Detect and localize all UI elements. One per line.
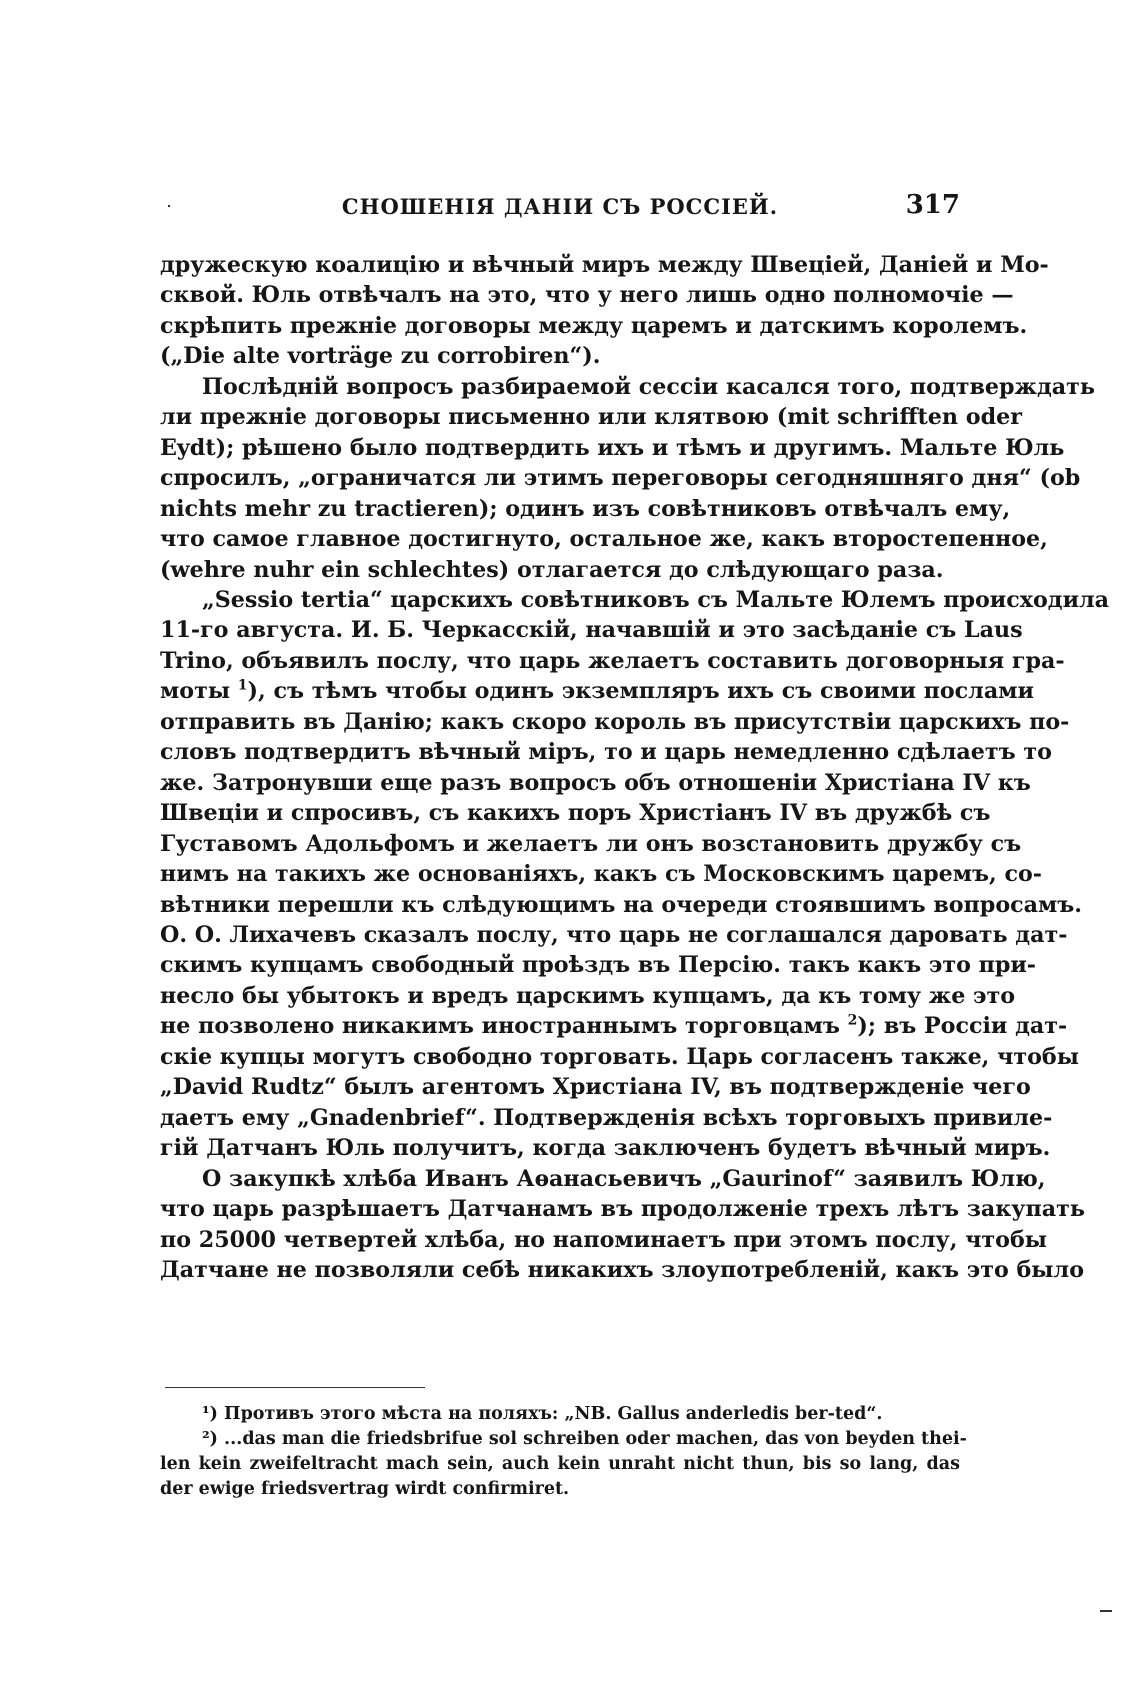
text-line: же. Затронувши еще разъ вопросъ объ отношеніи Христіана IV къ [160, 769, 1031, 796]
footnote-line [160, 1427, 967, 1452]
text-line: отправить въ Данію; какъ скоро король въ присутствіи царскихъ по- [160, 708, 1070, 735]
text-fragment: моты [160, 678, 231, 705]
footnote-1 [160, 1402, 960, 1427]
running-title: СНОШЕНІЯ ДАНІИ СЪ РОССІЕЙ. [341, 194, 779, 219]
text-line: по 25000 четвертей хлѣба, но напоминаетъ при этомъ послу, чтобы [160, 1226, 1048, 1253]
footnote-line: len kein zweifeltracht mach sein, auch kein unraht nicht thun, bis so lang, das [160, 1454, 960, 1474]
footnote-ref: 2 [847, 1012, 858, 1029]
text-line: дружескую коалицію и вѣчный миръ между Швеціей, Даніей и Мо- [160, 252, 1049, 278]
footnote-mark: ¹) [202, 1404, 218, 1424]
paragraph-3 [160, 585, 1110, 1164]
scan-speck [1100, 1610, 1112, 1612]
text-line: Датчане не позволяли себѣ никакихъ злоупотребленій, какъ это было [160, 1256, 1084, 1283]
main-text [160, 250, 1110, 1285]
page-header [160, 190, 960, 230]
text-line: несло бы убытокъ и вредъ царскимъ купцамъ, да къ тому же это [160, 982, 1016, 1009]
text-line: что самое главное достигнуто, остальное же, какъ второстепенное, [160, 526, 1048, 553]
paragraph-2 [160, 372, 1095, 585]
text-line: „David Rudtz“ былъ агентомъ Христіана IV, въ подтвержденіе чего [160, 1074, 1031, 1101]
text-line: („Die alte vorträge zu corrobiren“). [160, 343, 601, 370]
text-fragment: ), съ тѣмъ чтобы одинъ экземпляръ ихъ съ своими послами [247, 678, 1034, 705]
text-line: Eydt); рѣшено было подтвердить ихъ и тѣмъ и другимъ. Мальте Юль [160, 434, 1065, 461]
text-line: (wehre nuhr ein schlechtes) отлагается до слѣдующаго раза. [160, 556, 944, 583]
text-line: Швеціи и спросивъ, съ какихъ поръ Христіанъ IV въ дружбѣ съ [160, 800, 991, 827]
text-line: „Sessio tertia“ царскихъ совѣтниковъ съ Мальте Юлемъ происходила [202, 586, 1110, 613]
text-line: словъ подтвердитъ вѣчный міръ, то и царь немедленно сдѣлаетъ то [160, 739, 1052, 766]
text-line: скіе купцы могутъ свободно торговать. Царь согласенъ также, чтобы [160, 1043, 1079, 1070]
footnote-mark: ²) [202, 1429, 218, 1449]
text-line: спросилъ, „ограничатся ли этимъ переговоры сегодняшняго дня“ (ob [160, 465, 1081, 492]
text-line: Послѣдній вопросъ разбираемой сессіи касался того, подтверждать [202, 373, 1095, 400]
text-line: гій Датчанъ Юль получитъ, когда заключенъ будетъ вѣчный миръ. [160, 1135, 1051, 1162]
footnote-line [160, 1402, 960, 1427]
text-line: что царь разрѣшаетъ Датчанамъ въ продолженіе трехъ лѣтъ закупать [160, 1196, 1085, 1223]
text-fragment: не позволено никакимъ иностраннымъ торговцамъ [160, 1013, 840, 1040]
footnote-line: der ewige friedsvertrag wirdt confirmiret. [160, 1479, 570, 1499]
text-line [160, 676, 1034, 706]
text-line: Trino, объявилъ послу, что царь желаетъ составить договорныя гра- [160, 647, 1065, 674]
text-line: даетъ ему „Gnadenbrief“. Подтвержденія всѣхъ торговыхъ привиле- [160, 1104, 1053, 1131]
page-number: 317 [905, 190, 960, 220]
text-line: О. О. Лихачевъ сказалъ послу, что царь не соглашался даровать дат- [160, 921, 1068, 948]
text-line: nichts mehr zu tractieren); одинъ изъ совѣтниковъ отвѣчалъ ему, [160, 495, 1011, 522]
text-line: скимъ купцамъ свободный проѣздъ въ Персію. такъ какъ это при- [160, 952, 1037, 979]
text-line: О закупкѣ хлѣба Иванъ Аѳанасьевичъ „Gaurinof“ заявилъ Юлю, [202, 1165, 1046, 1192]
text-line: Густавомъ Адольфомъ и желаетъ ли онъ возстановить дружбу съ [160, 830, 1022, 857]
text-line: скрѣпить прежніе договоры между царемъ и датскимъ королемъ. [160, 312, 1028, 339]
scan-speck [168, 205, 170, 207]
text-line: ли прежніе договоры письменно или клятвою (mit schrifften oder [160, 404, 1022, 431]
footnote-ref: 1 [237, 677, 248, 694]
text-line: 11-го августа. И. Б. Черкасскій, начавшій и это засѣданіе съ Laus [160, 617, 1023, 644]
text-fragment: ); въ Россіи дат- [857, 1013, 1068, 1040]
footnote-text: ...das man die friedsbrifue sol schreiben oder machen, das von beyden thei- [224, 1429, 967, 1449]
text-line: нимъ на такихъ же основаніяхъ, какъ съ Московскимъ царемъ, со- [160, 861, 1042, 888]
text-line: сквой. Юль отвѣчалъ на это, что у него лишь одно полномочіе — [160, 282, 1014, 309]
footnote-text: Противъ этого мѣста на поляхъ: „NB. Gallus anderledis ber-ted“. [224, 1404, 883, 1424]
paragraph-4 [160, 1164, 1085, 1286]
footnote-divider [165, 1387, 425, 1388]
text-line [160, 1011, 1068, 1041]
paragraph-1 [160, 250, 1049, 372]
text-line: вѣтники перешли къ слѣдующимъ на очереди стоявшимъ вопросамъ. [160, 891, 1083, 918]
footnotes [160, 1402, 967, 1502]
footnote-2 [160, 1427, 967, 1502]
